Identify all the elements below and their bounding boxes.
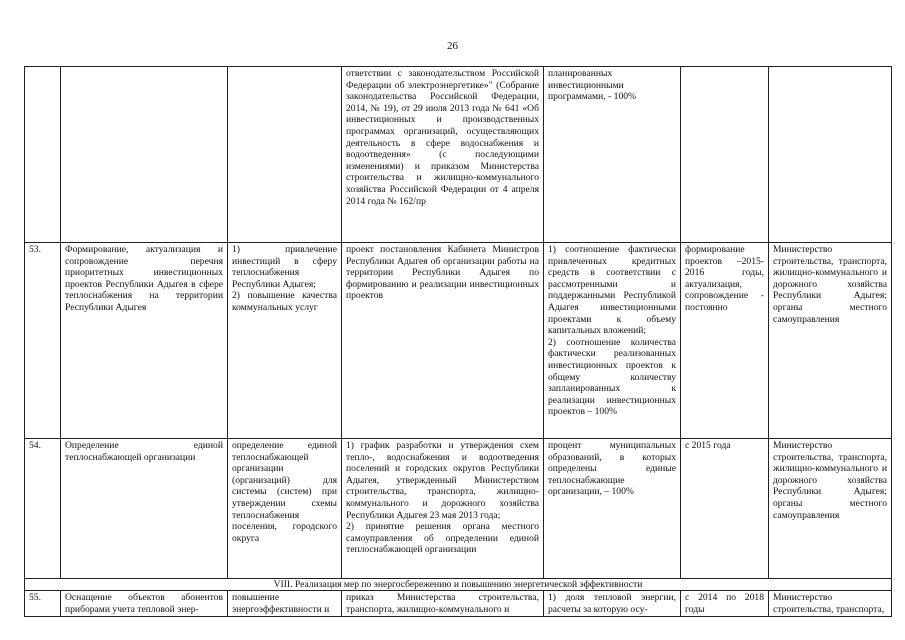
terms-cell: формирование проектов –2015-2016 годы, актуализация, сопровождение - постоянно <box>681 243 769 439</box>
terms-cell: с 2014 по 2018 годы <box>681 591 769 617</box>
activity-cell <box>61 67 228 243</box>
indicators-cell: процент муниципальных образований, в которых определены единые теплоснабжающие организации, – 100% <box>544 439 681 579</box>
terms-cell <box>681 67 769 243</box>
activity-cell: Определение единой теплоснабжающей организации <box>61 439 228 579</box>
row-number: 53. <box>25 243 61 439</box>
table-row <box>25 591 892 617</box>
documents-cell: ответствии с законодательством Российской Федерации об электроэнергетике»" (Собрание законодательства Российской Федерации, 2014, № 19), от 29 июля 2013 года № 641 «Об инвестиционных и производственных программах организаций, осуществляющих деятельность в сфере водоснабжения и водоотведения» (с последующими изменениями) и приказом Министерства строительства и жилищно-коммунального хозяйства Российской Федерации от 4 апреля 2014 года № 162/пр <box>342 67 544 243</box>
activity-cell: Оснащение объектов абонентов приборами учета тепловой энер- <box>61 591 228 617</box>
goals-cell: повышение энергоэффективности и <box>228 591 342 617</box>
executors-cell: Министерство строительства, транспорта, жилищно-коммунального и дорожного хозяйства Республики Адыгея; органы местного самоуправления <box>769 439 892 579</box>
row-number <box>25 67 61 243</box>
documents-cell: приказ Министерства строительства, транспорта, жилищно-коммунального и <box>342 591 544 617</box>
measures-table <box>24 66 892 617</box>
section-heading: VIII. Реализация мер по энергосбережению и повышению энергетической эффективности <box>25 579 892 591</box>
section-heading-row <box>25 579 892 591</box>
executors-cell: Министерство строительства, транспорта, <box>769 591 892 617</box>
activity-cell: Формирование, актуализация и сопровождение перечня приоритетных инвестиционных проектов Республики Адыгея в сфере теплоснабжения на территории Республики Адыгея <box>61 243 228 439</box>
table-row <box>25 439 892 579</box>
indicators-cell: планированных инвестиционными программами, - 100% <box>544 67 681 243</box>
executors-cell <box>769 67 892 243</box>
row-number: 55. <box>25 591 61 617</box>
goals-cell: определение единой теплоснабжающей организации (организаций) для системы (систем) при утверждении схемы теплоснабжения поселения, городского округа <box>228 439 342 579</box>
page-number: 26 <box>447 40 458 52</box>
indicators-cell: 1) соотношение фактически привлеченных кредитных средств в соответствии с рассмотренными и поддержанными Республикой Адыгея инвестиционными проектами к объему капитальных вложений; 2) соотношение количества фактически реализованных инвестиционных проектов к общему количеству запланированных к реализации инвестиционных проектов – 100% <box>544 243 681 439</box>
table-row <box>25 243 892 439</box>
row-number: 54. <box>25 439 61 579</box>
table-row <box>25 67 892 243</box>
documents-cell: 1) график разработки и утверждения схем тепло-, водоснабжения и водоотведения поселений и городских округов Республики Адыгея, утвержденный Министерством строительства, транспорта, жилищно-коммунального и дорожного хозяйства Республики Адыгея 23 мая 2013 года; 2) принятие решения органа местного самоуправления об определении единой теплоснабжающей организации <box>342 439 544 579</box>
terms-cell: с 2015 года <box>681 439 769 579</box>
documents-cell: проект постановления Кабинета Министров Республики Адыгея об организации работы на территории Республики Адыгея по формированию и реализации инвестиционных проектов <box>342 243 544 439</box>
indicators-cell: 1) доля тепловой энергии, расчеты за которую осу- <box>544 591 681 617</box>
executors-cell: Министерство строительства, транспорта, жилищно-коммунального и дорожного хозяйства Республики Адыгея; органы местного самоуправления <box>769 243 892 439</box>
goals-cell <box>228 67 342 243</box>
goals-cell: 1) привлечение инвестиций в сферу теплоснабжения Республики Адыгея; 2) повышение качества коммунальных услуг <box>228 243 342 439</box>
